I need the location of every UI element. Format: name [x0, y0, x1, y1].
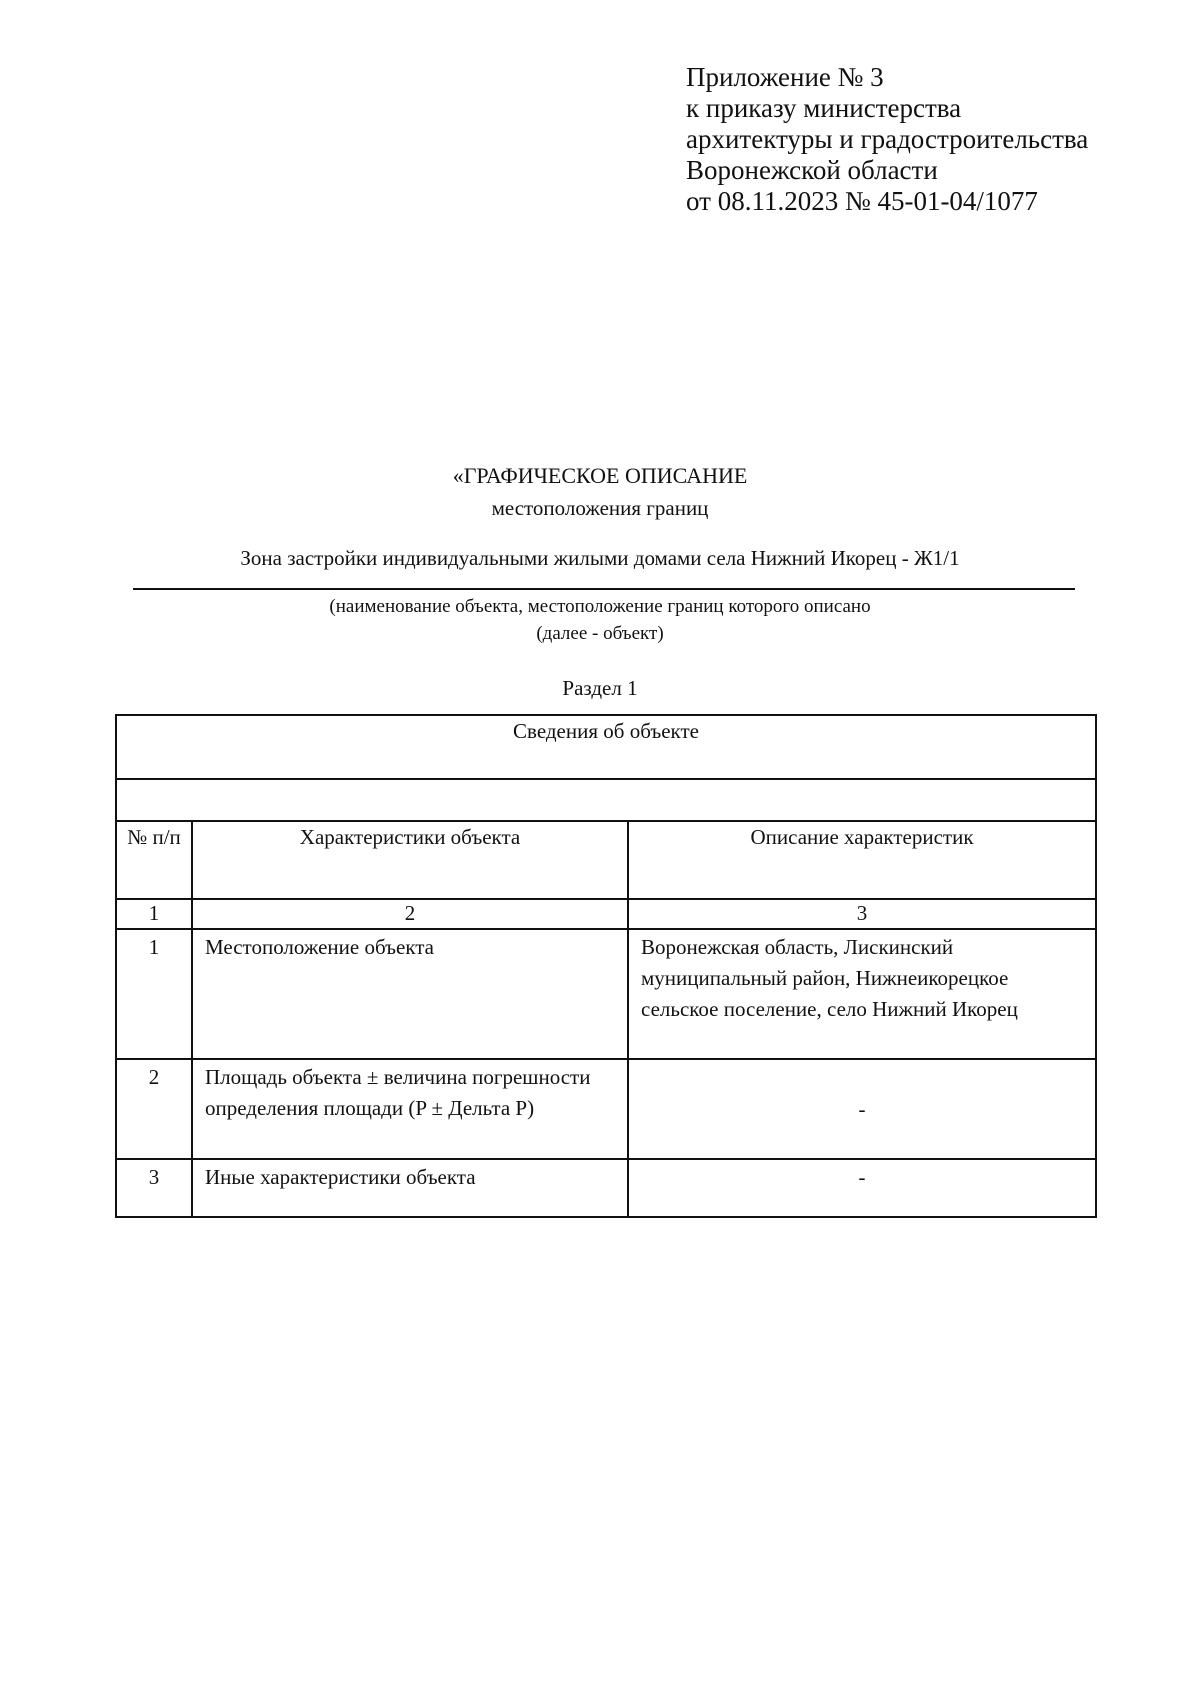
appendix-header — [686, 62, 1088, 217]
appendix-line: архитектуры и градостроительства — [686, 124, 1089, 154]
object-name: Зона застройки индивидуальными жилыми домами села Нижний Икорец - Ж1/1 — [240, 546, 960, 570]
appendix-line: Воронежской области — [686, 155, 938, 185]
row-description: Воронежская область, Лискинский муниципальный район, Нижнеикорецкое сельское поселение, село Нижний Икорец — [628, 929, 1096, 1059]
table-header-row — [116, 715, 1096, 779]
row-description: - — [628, 1159, 1096, 1217]
table-empty-row — [116, 779, 1096, 821]
appendix-line: к приказу министерства — [686, 93, 962, 123]
object-name-caption — [120, 593, 1080, 647]
document-title: «ГРАФИЧЕСКОЕ ОПИСАНИЕ — [452, 463, 748, 488]
column-number: 3 — [628, 899, 1096, 929]
caption-line: (наименование объекта, местоположение границ которого описано — [329, 596, 871, 617]
row-characteristic: Местоположение объекта — [192, 929, 628, 1059]
row-number: 2 — [116, 1059, 192, 1159]
column-header-num: № п/п — [116, 821, 192, 899]
empty-cell — [116, 779, 1096, 821]
document-subtitle: местоположения границ — [491, 496, 709, 520]
table-row — [116, 1059, 1096, 1159]
column-header-description: Описание характеристик — [628, 821, 1096, 899]
column-headers-row — [116, 821, 1096, 899]
table-row — [116, 1159, 1096, 1217]
row-number: 3 — [116, 1159, 192, 1217]
table-row — [116, 929, 1096, 1059]
row-number: 1 — [116, 929, 192, 1059]
column-numbers-row — [116, 899, 1096, 929]
row-characteristic: Площадь объекта ± величина погрешности определения площади (P ± Дельта P) — [192, 1059, 628, 1159]
column-header-characteristic: Характеристики объекта — [192, 821, 628, 899]
table-header: Сведения об объекте — [116, 715, 1096, 779]
column-number: 2 — [192, 899, 628, 929]
object-info-table — [115, 714, 1097, 1218]
column-number: 1 — [116, 899, 192, 929]
appendix-line: Приложение № 3 — [686, 62, 884, 92]
object-name-underline — [133, 588, 1075, 590]
appendix-line: от 08.11.2023 № 45-01-04/1077 — [686, 186, 1038, 216]
row-characteristic: Иные характеристики объекта — [192, 1159, 628, 1217]
section-label: Раздел 1 — [562, 676, 638, 700]
row-description: - — [628, 1059, 1096, 1159]
caption-line: (далее - объект) — [536, 623, 664, 644]
